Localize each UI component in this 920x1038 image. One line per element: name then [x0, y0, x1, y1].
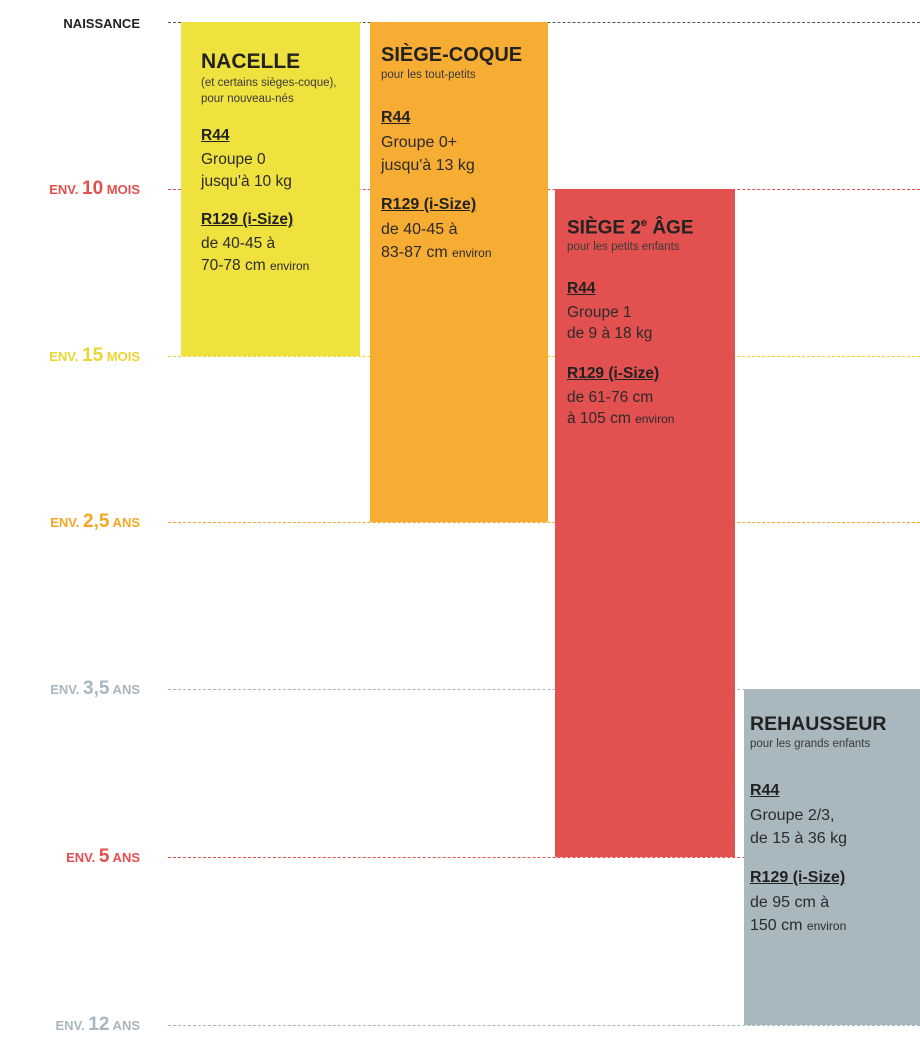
milestone-label-3-5-ans	[0, 678, 140, 700]
milestone-number: 10	[82, 178, 104, 199]
milestone-unit: ANS	[109, 682, 140, 697]
milestone-number: 2,5	[83, 511, 110, 532]
milestone-unit: ANS	[109, 1018, 140, 1033]
seat-subtitle: pour les tout-petits	[381, 69, 476, 81]
milestone-line-12-ans	[168, 1025, 920, 1026]
milestone-number: 5	[98, 846, 110, 867]
milestone-unit: MOIS	[103, 349, 140, 364]
r44-weight: de 15 à 36 kg	[750, 829, 847, 847]
seat-subtitle: (et certains sièges-coque), pour nouveau-nés	[201, 77, 337, 105]
milestone-unit: ANS	[109, 850, 140, 865]
milestone-prefix: ENV.	[50, 515, 83, 530]
milestone-label-naissance	[0, 15, 140, 33]
standard-r129: R129 (i-Size)	[567, 364, 660, 382]
milestone-unit: ANS	[109, 515, 140, 530]
r129-size-value: 70-78 cm	[201, 257, 266, 275]
seat-title-part: SIÈGE 2	[567, 217, 641, 239]
standard-r129: R129 (i-Size)	[201, 211, 294, 229]
milestone-number: 15	[82, 345, 104, 366]
approx-label: environ	[452, 246, 492, 261]
seat-block-rehausseur	[744, 689, 920, 1025]
r129-size-to	[750, 914, 920, 937]
approx-label: environ	[635, 412, 675, 427]
r129-size-value: 150 cm	[750, 917, 803, 935]
r129-size-to	[567, 408, 731, 430]
seat-title	[567, 217, 731, 239]
milestone-text: NAISSANCE	[63, 16, 140, 31]
r44-group: Groupe 2/3,	[750, 806, 835, 824]
r129-size-from: de 95 cm à	[750, 894, 830, 912]
standard-r129: R129 (i-Size)	[750, 869, 846, 887]
standard-r44: R44	[750, 781, 780, 799]
milestone-label-12-ans	[0, 1014, 140, 1036]
milestone-number: 12	[88, 1014, 110, 1035]
seat-block-nacelle	[181, 22, 360, 356]
milestone-label-10-mois	[0, 178, 140, 200]
standard-r44: R44	[201, 127, 230, 145]
r129-size-to	[201, 255, 350, 277]
milestone-label-2-5-ans	[0, 511, 140, 533]
r129-size-to	[381, 241, 544, 264]
milestone-prefix: ENV.	[50, 682, 83, 697]
seat-subtitle: pour les petits enfants	[567, 241, 680, 254]
seat-title: SIÈGE-COQUE	[381, 44, 523, 66]
milestone-prefix: ENV.	[49, 182, 83, 197]
milestone-number: 3,5	[83, 678, 110, 699]
seat-title-superscript: e	[640, 217, 648, 229]
milestone-label-5-ans	[0, 846, 140, 868]
standard-r44: R44	[567, 279, 596, 297]
milestone-label-15-mois	[0, 345, 140, 367]
r44-weight: jusqu'à 13 kg	[381, 156, 475, 174]
milestone-line-2-5-ans	[168, 522, 920, 523]
milestone-unit: MOIS	[103, 182, 140, 197]
milestone-prefix: ENV.	[66, 850, 99, 865]
r44-group: Groupe 1	[567, 303, 632, 321]
r129-size-value: à 105 cm	[567, 410, 631, 428]
seat-title: NACELLE	[201, 50, 301, 73]
r44-weight: jusqu'à 10 kg	[201, 173, 292, 191]
r129-size-from: de 40-45 à	[381, 221, 458, 239]
milestone-prefix: ENV.	[55, 1018, 89, 1033]
approx-label: environ	[806, 919, 847, 934]
r44-weight: de 9 à 18 kg	[567, 325, 653, 343]
standard-r129: R129 (i-Size)	[381, 196, 477, 214]
r44-group: Groupe 0+	[381, 133, 458, 151]
r44-group: Groupe 0	[201, 151, 266, 169]
seat-block-siege-2e-age	[555, 189, 735, 857]
seat-block-siege-coque	[370, 22, 548, 522]
seat-title: REHAUSSEUR	[750, 713, 887, 735]
r129-size-value: 83-87 cm	[381, 244, 448, 262]
seat-subtitle: pour les grands enfants	[750, 738, 871, 750]
r129-size-from: de 40-45 à	[201, 235, 276, 253]
approx-label: environ	[269, 259, 310, 274]
standard-r44: R44	[381, 108, 411, 126]
milestone-prefix: ENV.	[49, 349, 83, 364]
r129-size-from: de 61-76 cm	[567, 388, 654, 406]
seat-title-part: ÂGE	[647, 217, 694, 239]
